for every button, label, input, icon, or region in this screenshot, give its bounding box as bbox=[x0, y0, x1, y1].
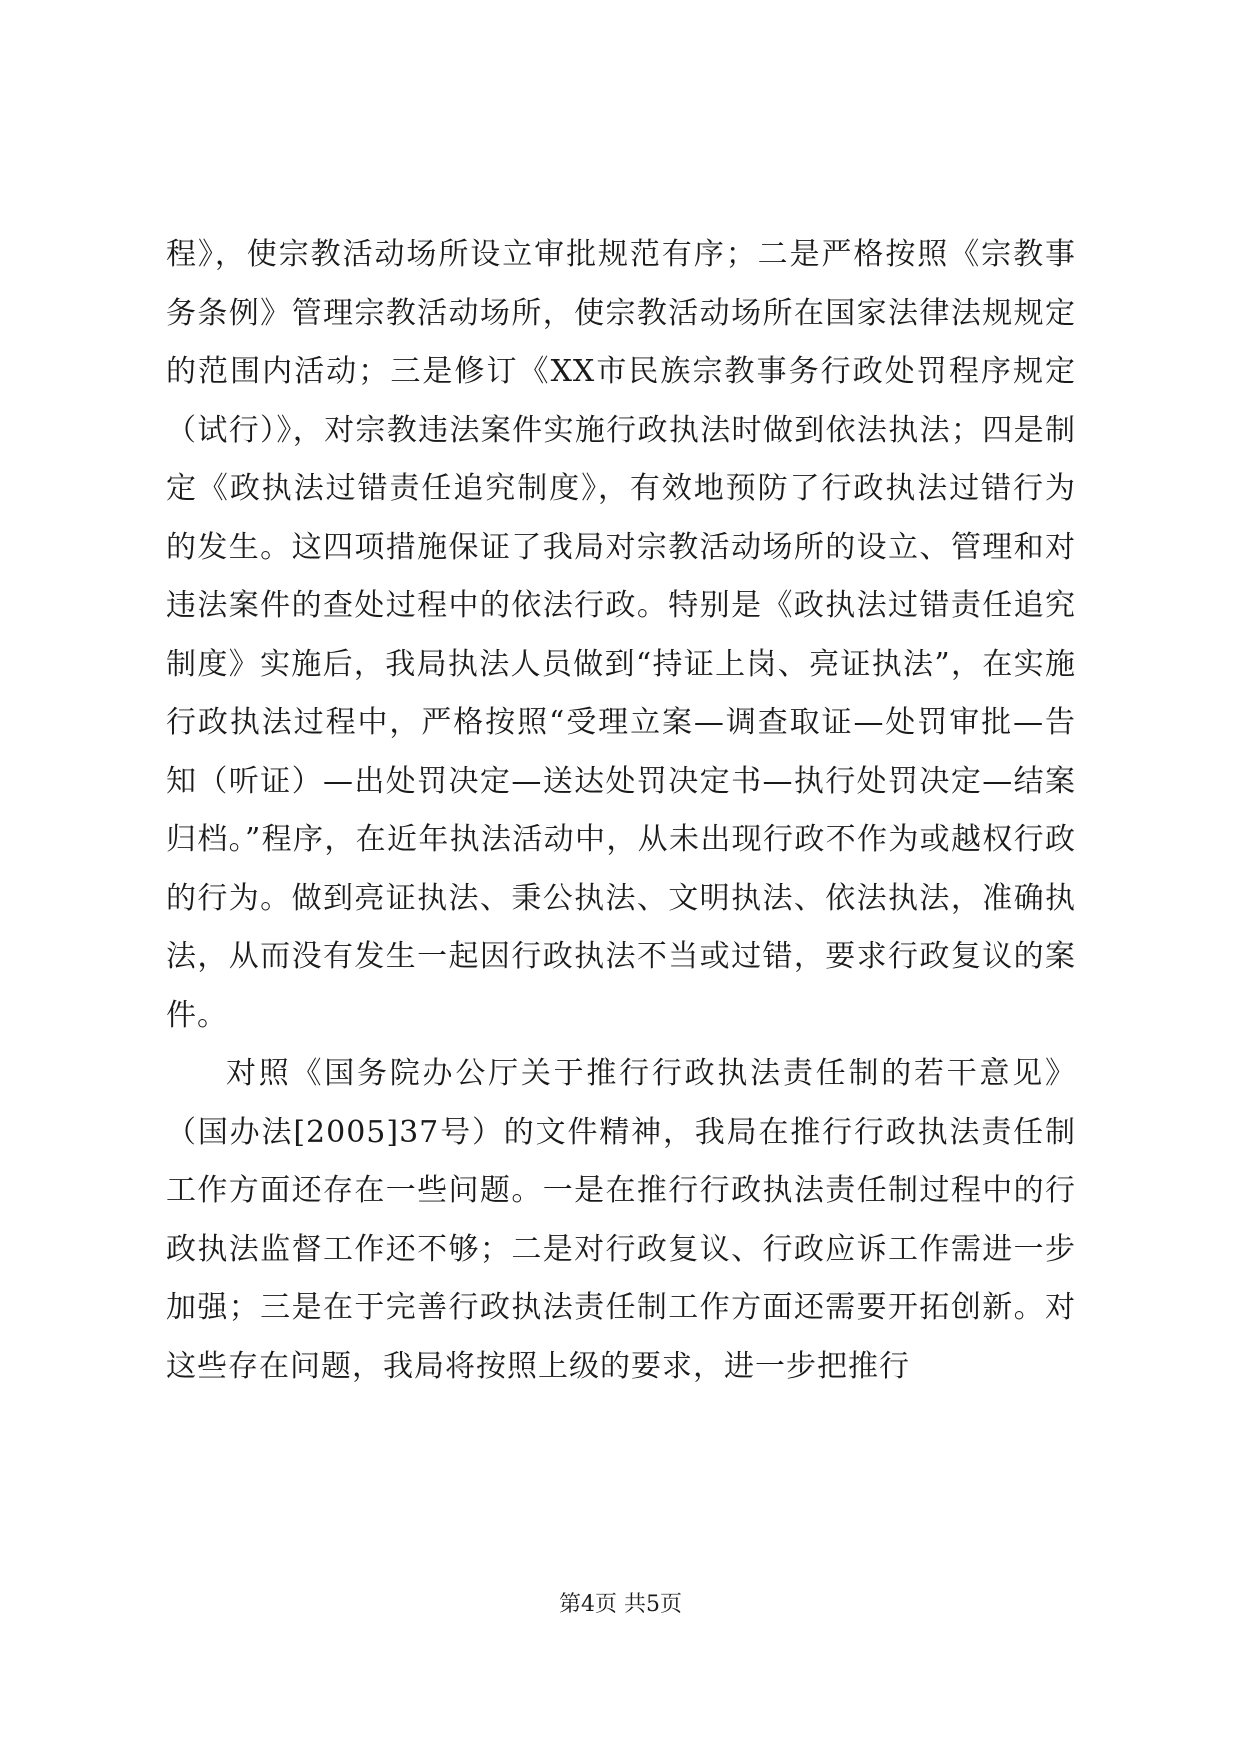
paragraph-continuation: 程》，使宗教活动场所设立审批规范有序；二是严格按照《宗教事务条例》管理宗教活动场所，使宗教活动场所在国家法律法规规定的范围内活动；三是修订《XX市民族宗教事务行政处罚程序规定（试行）》，对宗教违法案件实施行政执法时做到依法执法；四是制定《政执法过错责任追究制度》，有效地预防了行政执法过错行为的发生。这四项措施保证了我局对宗教活动场所的设立、管理和对违法案件的查处过程中的依法行政。特别是《政执法过错责任追究制度》实施后，我局执法人员做到“持证上岗、亮证执法”，在实施行政执法过程中，严格按照“受理立案—调查取证—处罚审批—告知（听证）—出处罚决定—送达处罚决定书—执行处罚决定—结案归档。”程序，在近年执法活动中，从未出现行政不作为或越权行政的行为。做到亮证执法、秉公执法、文明执法、依法执法，准确执法，从而没有发生一起因行政执法不当或过错，要求行政复议的案件。 bbox=[166, 237, 1076, 1033]
paragraph-issues: 对照《国务院办公厅关于推行行政执法责任制的若干意见》（国办法[2005]37号）的文件精神，我局在推行行政执法责任制工作方面还存在一些问题。一是在推行行政执法责任制过程中的行政执法监督工作还不够；二是对行政复议、行政应诉工作需进一步加强；三是在于完善行政执法责任制工作方面还需要开拓创新。对这些存在问题，我局将按照上级的要求，进一步把推行 bbox=[166, 1056, 1076, 1384]
page-number-footer: 第4页 共5页 bbox=[559, 1592, 682, 1617]
body-text bbox=[166, 226, 1076, 1396]
